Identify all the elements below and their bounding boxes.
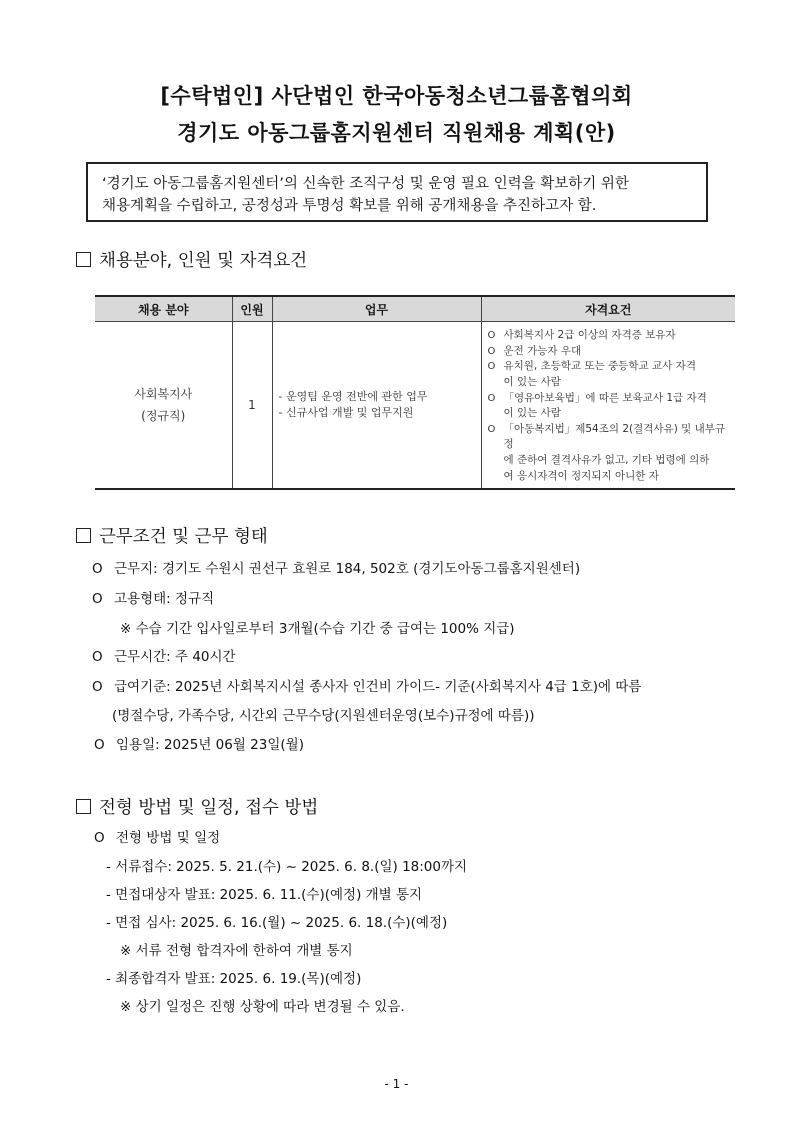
field-type: (정규직) [141,408,186,423]
item-text: 고용형태: 정규직 [114,591,215,607]
field-name: 사회복지사 [134,386,193,401]
schedule-note-change: ※ 상기 일정은 진행 상황에 따라 변경될 수 있음. [120,999,405,1015]
qualification-text: 「아동복지법」제54조의 2(결격사유) 및 내부규정 [503,422,726,451]
work-location [92,557,580,577]
cell-duties [272,322,481,489]
schedule-interview: - 면접 심사: 2025. 6. 16.(월) ~ 2025. 6. 18.(수)(예정) [106,915,448,931]
salary-allowances: (명절수당, 가족수당, 시간외 근무수당(지원센터운영(보수)규정에 따름)) [112,708,535,724]
appointment-date [94,733,304,753]
item-text: 근무시간: 주 40시간 [114,649,236,665]
item-text: 급여기준: 2025년 사회복지시설 종사자 인건비 가이드- 기준(사회복지사 4급 1호)에 따름 [114,679,642,695]
requirements-table [95,295,735,490]
schedule-final-announcement: - 최종합격자 발표: 2025. 6. 19.(목)(예정) [106,971,362,987]
probation-note: ※ 수습 기간 입사일로부터 3개월(수습 기간 중 급여는 100% 지급) [120,621,515,637]
cell-qualifications [481,322,735,489]
duty-item: - 신규사업 개발 및 업무지원 [278,405,414,419]
schedule-interview-announcement: - 면접대상자 발표: 2025. 6. 11.(수)(예정) 개별 통지 [106,887,423,903]
page-number: - 1 - [384,1077,409,1091]
qualification-text: 사회복지사 2급 이상의 자격증 보유자 [503,329,676,342]
circle-bullet-icon: O [94,830,105,846]
item-text: 임용일: 2025년 06월 23일(월) [116,737,304,753]
salary-standard [92,675,641,695]
intro-box [86,162,708,222]
item-text: 전형 방법 및 일정 [116,830,221,846]
qualification-item [488,391,732,422]
checkbox-icon [76,528,91,543]
section1-title-row [76,247,307,272]
circle-bullet-icon: O [487,345,496,357]
header-duties: 업무 [272,296,481,322]
circle-bullet-icon: O [487,361,496,373]
circle-bullet-icon: O [487,423,496,435]
qualification-item [488,422,732,484]
work-hours [92,645,236,665]
table-row [95,322,735,489]
circle-bullet-icon: O [94,737,105,753]
circle-bullet-icon: O [487,330,496,342]
qualification-text: 유치원, 초등학교 또는 중등학교 교사 자격 [503,360,696,373]
section3-title-row [76,794,318,819]
cell-field [95,322,232,489]
qualification-text: 여 응시자격이 정지되지 아니한 자 [503,469,659,482]
employment-type [92,587,214,607]
circle-bullet-icon: O [92,649,103,665]
item-text: 근무지: 경기도 수원시 권선구 효원로 184, 502호 (경기도아동그룹홈지원센터) [114,561,581,577]
qualification-item [488,359,732,390]
qualification-text: 운전 가능자 우대 [503,344,582,357]
intro-line2: 채용계획을 수립하고, 공정성과 투명성 확보를 위해 공개채용을 추진하고자 함. [102,198,597,214]
cell-count: 1 [232,322,272,489]
checkbox-icon [76,799,91,814]
schedule-document-submission: - 서류접수: 2025. 5. 21.(수) ~ 2025. 6. 8.(일) 18:00까지 [106,859,468,875]
header-count: 인원 [232,296,272,322]
header-field: 채용 분야 [95,296,232,322]
qualification-text: 이 있는 사람 [503,376,561,389]
duty-item: - 운영팀 운영 전반에 관한 업무 [278,389,428,403]
circle-bullet-icon: O [487,392,496,404]
header-qualifications: 자격요건 [481,296,735,322]
document-title-line1: [수탁법인] 사단법인 한국아동청소년그룹홈협의회 [160,84,633,108]
schedule-note-notification: ※ 서류 전형 합격자에 한하여 개별 통지 [120,943,353,959]
intro-line1: ‘경기도 아동그룹홈지원센터’의 신속한 조직구성 및 운영 필요 인력을 확보하기 위한 [102,176,629,192]
checkbox-icon [76,252,91,267]
selection-method-heading [94,826,220,846]
table-header-row [95,296,735,322]
circle-bullet-icon: O [92,679,103,695]
circle-bullet-icon: O [92,591,103,607]
qualification-text: 이 있는 사람 [503,407,561,420]
circle-bullet-icon: O [92,561,103,577]
qualification-text: 에 준하여 결격사유가 없고, 기타 법령에 의하 [503,454,710,467]
qualification-item [488,344,732,360]
section1-title: 채용분야, 인원 및 자격요건 [99,251,308,271]
section2-title: 근무조건 및 근무 형태 [99,527,268,547]
qualification-item [488,328,732,344]
document-title-line2: 경기도 아동그룹홈지원센터 직원채용 계획(안) [177,121,616,145]
qualification-text: 「영유아보육법」에 따른 보육교사 1급 자격 [503,391,707,404]
section2-title-row [76,523,268,548]
section3-title: 전형 방법 및 일정, 접수 방법 [99,798,319,818]
